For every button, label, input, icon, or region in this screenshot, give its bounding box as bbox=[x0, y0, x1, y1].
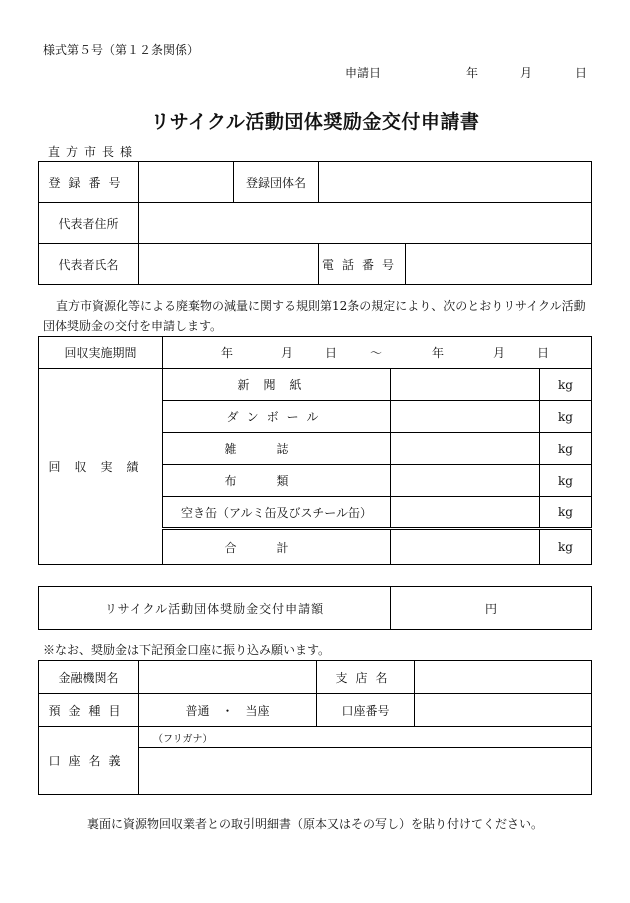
attachment-instruction: 裏面に資源物回収業者との取引明細書（原本又はその写し）を貼り付けてください。 bbox=[86, 817, 543, 831]
period-start-year: 年 bbox=[220, 346, 233, 360]
item-magazine-label: 雑誌 bbox=[163, 433, 391, 465]
item-newspaper-label: 新聞紙 bbox=[163, 369, 391, 401]
deposit-type-label: 預金種目 bbox=[39, 694, 139, 727]
total-label: 合計 bbox=[163, 529, 391, 565]
applicant-table bbox=[38, 161, 592, 285]
registration-number-field[interactable] bbox=[139, 162, 234, 203]
period-start-month: 月 bbox=[280, 346, 293, 360]
grant-amount-label: リサイクル活動団体奨励金交付申請額 bbox=[39, 587, 391, 630]
date-month-label: 月 bbox=[520, 66, 533, 80]
branch-field[interactable] bbox=[415, 661, 592, 694]
grant-amount-field[interactable] bbox=[391, 587, 592, 630]
collection-results-label: 回収実績 bbox=[39, 369, 163, 565]
representative-name-field[interactable] bbox=[139, 244, 319, 285]
registration-number-label: 登録番号 bbox=[39, 162, 139, 203]
account-holder-field[interactable] bbox=[139, 727, 592, 795]
deposit-type-options[interactable]: 普通 ・ 当座 bbox=[139, 694, 317, 727]
item-magazine-unit: kg bbox=[540, 433, 592, 465]
account-number-field[interactable] bbox=[415, 694, 592, 727]
account-number-label: 口座番号 bbox=[317, 694, 415, 727]
item-cans-unit: kg bbox=[540, 497, 592, 529]
application-statement: 直方市資源化等による廃棄物の減量に関する規則第12条の規定により、次のとおりリサイクル活動団体奨励金の交付を申請します。 bbox=[43, 299, 586, 333]
total-amount[interactable] bbox=[391, 529, 540, 565]
item-cloth-label: 布類 bbox=[163, 465, 391, 497]
item-cardboard-amount[interactable] bbox=[391, 401, 540, 433]
item-cans-amount[interactable] bbox=[391, 497, 540, 529]
addressee: 直方市長様 bbox=[48, 145, 139, 159]
collection-period-label: 回収実施期間 bbox=[39, 337, 163, 369]
item-cardboard-label: ダンボール bbox=[163, 401, 391, 433]
registered-group-label: 登録団体名 bbox=[234, 162, 319, 203]
representative-address-label: 代表者住所 bbox=[39, 203, 139, 244]
item-magazine-amount[interactable] bbox=[391, 433, 540, 465]
item-cardboard-unit: kg bbox=[540, 401, 592, 433]
period-end-year: 年 bbox=[431, 346, 444, 360]
period-end-day: 日 bbox=[536, 346, 549, 360]
form-number: 様式第５号（第１２条関係） bbox=[43, 43, 200, 57]
registered-group-field[interactable] bbox=[319, 162, 592, 203]
total-unit: kg bbox=[540, 529, 592, 565]
furigana-label: （フリガナ） bbox=[153, 734, 213, 745]
date-day-label: 日 bbox=[575, 66, 588, 80]
financial-institution-field[interactable] bbox=[139, 661, 317, 694]
date-year-label: 年 bbox=[466, 66, 479, 80]
account-holder-label: 口座名義 bbox=[39, 727, 139, 795]
period-end-month: 月 bbox=[492, 346, 505, 360]
financial-institution-label: 金融機関名 bbox=[39, 661, 139, 694]
yen-unit: 円 bbox=[484, 601, 497, 616]
phone-field[interactable] bbox=[406, 244, 592, 285]
item-cloth-unit: kg bbox=[540, 465, 592, 497]
period-start-day: 日 bbox=[324, 346, 337, 360]
representative-address-field[interactable] bbox=[139, 203, 592, 244]
furigana-divider bbox=[139, 747, 591, 748]
item-cans-label: 空き缶（アルミ缶及びスチール缶） bbox=[163, 497, 391, 529]
transfer-note: ※なお、奨励金は下記預金口座に振り込み願います。 bbox=[43, 643, 331, 657]
grant-amount-table bbox=[38, 586, 592, 630]
representative-name-label: 代表者氏名 bbox=[39, 244, 139, 285]
item-newspaper-amount[interactable] bbox=[391, 369, 540, 401]
collection-table bbox=[38, 336, 592, 565]
phone-label: 電話番号 bbox=[319, 244, 406, 285]
branch-label: 支店名 bbox=[317, 661, 415, 694]
document-title: リサイクル活動団体奨励金交付申請書 bbox=[150, 111, 480, 133]
bank-account-table bbox=[38, 660, 592, 795]
application-date-label: 申請日 bbox=[345, 66, 382, 80]
collection-period-field[interactable] bbox=[163, 337, 592, 369]
item-newspaper-unit: kg bbox=[540, 369, 592, 401]
period-tilde: ～ bbox=[369, 346, 382, 360]
item-cloth-amount[interactable] bbox=[391, 465, 540, 497]
